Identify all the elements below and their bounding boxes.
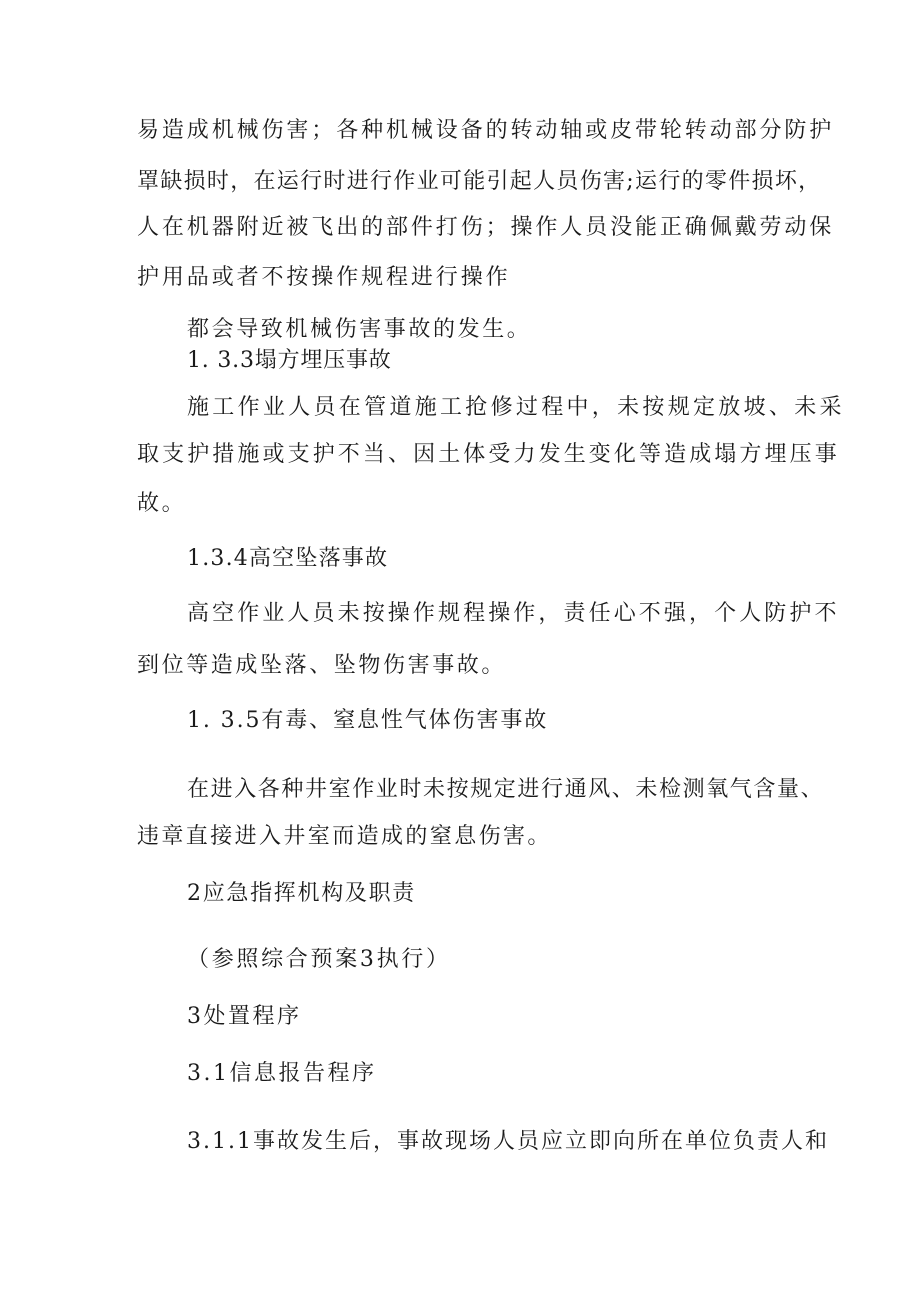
section-heading: 3.1信息报告程序 — [187, 1061, 377, 1086]
section-heading: 1. 3.5有毒、窒息性气体伤害事故 — [187, 708, 549, 733]
paragraph-line: 施工作业人员在管道施工抢修过程中，未按规定放坡、未采 — [187, 395, 845, 420]
paragraph-line: 违章直接进入井室而造成的窒息伤害。 — [137, 824, 552, 849]
paragraph-line: 护用品或者不按操作规程进行操作 — [137, 265, 511, 290]
paragraph-line: 高空作业人员未按操作规程操作，责任心不强，个人防护不 — [187, 601, 840, 626]
section-heading: 3处置程序 — [187, 1004, 302, 1029]
section-heading: 2应急指挥机构及职责 — [187, 881, 416, 906]
paragraph-line: 人在机器附近被飞出的部件打伤；操作人员没能正确佩戴劳动保 — [137, 215, 835, 240]
reference-note: （参照综合预案3执行） — [187, 947, 451, 972]
paragraph-line: 在进入各种井室作业时未按规定进行通风、未检测氧气含量、 — [187, 777, 825, 802]
paragraph-line: 取支护措施或支护不当、因土体受力发生变化等造成塌方埋压事 — [137, 442, 840, 467]
paragraph-line: 罩缺损时，在运行时进行作业可能引起人员伤害;运行的零件损坏， — [137, 169, 822, 194]
paragraph-line: 到位等造成坠落、坠物伤害事故。 — [137, 653, 507, 678]
section-heading: 1. 3.3塌方埋压事故 — [187, 348, 392, 373]
paragraph-line: 都会导致机械伤害事故的发生。 — [187, 317, 532, 342]
paragraph-line: 3.1.1事故发生后，事故现场人员应立即向所在单位负责人和 — [187, 1129, 829, 1154]
paragraph-line: 易造成机械伤害；各种机械设备的转动轴或皮带轮转动部分防护 — [137, 118, 835, 143]
section-heading: 1.3.4高空坠落事故 — [187, 546, 389, 571]
paragraph-line: 故。 — [137, 491, 187, 516]
